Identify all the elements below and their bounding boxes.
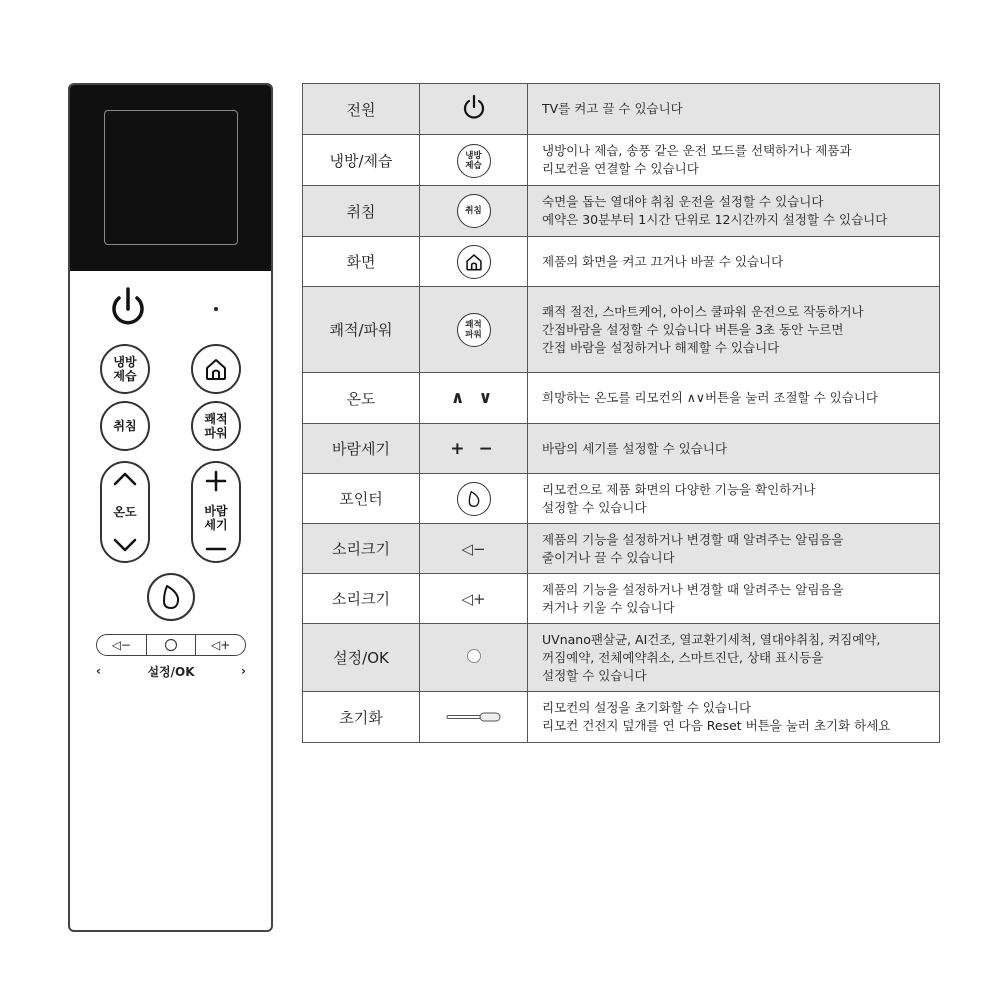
power-icon [462,105,486,124]
function-icon-cell [420,186,528,237]
description-line: 간접바람을 설정할 수 있습니다 버튼을 3초 동안 누르면 [542,321,844,337]
pointer-drop-icon [159,583,183,611]
table-row [303,237,940,287]
table-row [303,574,940,624]
volume-down-button[interactable]: ◁− [111,638,131,652]
left-arrow-button[interactable]: ‹ [96,664,101,678]
icon-label: 제습 [465,160,482,171]
table-row [303,624,940,692]
function-description-cell [528,186,940,237]
volume-down-icon: ◁− [461,540,486,558]
remote-temperature-rocker[interactable] [100,461,150,563]
function-description-cell [528,237,940,287]
remote-control [68,83,273,932]
description-line: 리모컨으로 제품 화면의 다양한 기능을 확인하거나 [542,481,816,497]
remote-top-panel [70,85,271,271]
function-name-cell: 포인터 [303,474,420,524]
function-icon-cell [420,373,528,424]
ok-circle-icon [467,649,481,663]
power-icon [108,285,148,331]
function-guide-table [302,83,940,743]
description-line: 설정할 수 있습니다 [542,499,647,515]
table-row [303,84,940,135]
remote-setting-row [96,660,246,682]
description-line: 예약은 30분부터 1시간 단위로 12시간까지 설정할 수 있습니다 [542,212,888,227]
cooling-dehumidify-icon [457,144,491,178]
function-name-cell: 온도 [303,373,420,424]
function-name-cell: 쾌적/파워 [303,287,420,373]
remote-pointer-button[interactable] [147,573,195,621]
table-row [303,186,940,237]
setting-ok-label: 설정/OK [147,664,195,679]
function-description-cell [528,84,940,135]
description-line: 제품의 기능을 설정하거나 변경할 때 알려주는 알림음을 [542,581,844,597]
volume-up-button[interactable]: ◁+ [195,635,245,655]
chevron-up-icon[interactable] [112,471,138,487]
function-icon-cell [420,474,528,524]
remote-comfort-power-button[interactable] [191,401,241,451]
pointer-icon [457,482,491,516]
description-line: 켜거나 키울 수 있습니다 [542,599,675,615]
table-row [303,474,940,524]
remote-display-screen [104,110,238,245]
comfort-label-line1: 쾌적 [204,412,228,426]
description-line: 간접 바람을 설정하거나 해제할 수 있습니다 [542,339,780,355]
sleep-label: 취침 [113,419,137,433]
function-name-cell: 소리크기 [303,524,420,574]
remote-volume-bar [96,634,246,656]
temperature-label: 온도 [113,505,137,519]
description-line: 희망하는 온도를 리모컨의 ∧∨버튼을 눌러 조절할 수 있습니다 [542,390,878,405]
function-description-cell [528,424,940,474]
description-line: 리모컨을 연결할 수 있습니다 [542,161,699,176]
remote-wind-strength-rocker[interactable] [191,461,241,563]
function-icon-cell [420,424,528,474]
function-name-cell: 초기화 [303,692,420,743]
description-line: 설정할 수 있습니다 [542,667,647,683]
function-description-cell [528,373,940,424]
function-name-cell: 냉방/제습 [303,135,420,186]
plus-minus-icon: + − [450,438,497,459]
description-line: TV를 켜고 끌 수 있습니다 [542,101,683,116]
wind-label-line2: 세기 [204,518,228,532]
function-icon-cell [420,237,528,287]
function-icon-cell [420,135,528,186]
remote-sleep-button[interactable] [100,401,150,451]
function-icon-cell [420,287,528,373]
function-icon-cell [420,524,528,574]
function-icon-cell [420,692,528,743]
function-icon-cell [420,574,528,624]
function-name-cell: 전원 [303,84,420,135]
function-name-cell: 화면 [303,237,420,287]
description-line: UVnano팬살균, AI건조, 열교환기세척, 열대야취침, 켜짐예약, [542,631,881,647]
description-line: 냉방이나 제습, 송풍 같은 운전 모드를 선택하거나 제품과 [542,143,852,158]
function-description-cell [528,474,940,524]
description-line: 바람의 세기를 설정할 수 있습니다 [542,440,727,456]
icon-label: 파워 [465,330,482,340]
remote-home-button[interactable] [191,344,241,394]
chevron-down-icon[interactable] [112,537,138,553]
up-down-arrows-icon: ∧ ∨ [450,388,497,408]
wind-label-line1: 바람 [204,504,228,518]
remote-cooling-dehumidify-button[interactable] [100,344,150,394]
function-icon-cell [420,84,528,135]
icon-label: 쾌적 [465,320,482,330]
ok-button[interactable] [146,635,196,655]
reset-pin-icon [446,708,502,727]
description-line: 리모컨 건전지 덮개를 연 다음 Reset 버튼을 눌러 초기화 하세요 [542,718,891,733]
volume-up-icon: ◁+ [461,590,486,608]
function-name-cell: 바람세기 [303,424,420,474]
function-description-cell [528,624,940,692]
sleep-icon [457,194,491,228]
function-description-cell [528,524,940,574]
function-description-cell [528,135,940,186]
minus-icon[interactable] [204,543,228,555]
right-arrow-button[interactable]: › [241,664,246,678]
ir-indicator-dot [214,307,218,311]
description-line: 꺼짐예약, 전체예약취소, 스마트진단, 상태 표시등을 [542,649,824,665]
icon-label: 취침 [465,206,482,216]
function-name-cell: 설정/OK [303,624,420,692]
comfort-label-line2: 파워 [204,426,228,440]
home-icon [203,356,229,382]
table-row [303,373,940,424]
table-row [303,287,940,373]
description-line: 리모컨의 설정을 초기화할 수 있습니다 [542,700,752,715]
description-line: 제품의 기능을 설정하거나 변경할 때 알려주는 알림음을 [542,531,844,547]
plus-icon[interactable] [204,469,228,493]
table-row [303,692,940,743]
function-name-cell: 소리크기 [303,574,420,624]
function-description-cell [528,574,940,624]
comfort-power-icon [457,313,491,347]
description-line: 줄이거나 끌 수 있습니다 [542,549,675,565]
description-line: 쾌적 절전, 스마트케어, 아이스 쿨파워 운전으로 작동하거나 [542,303,864,319]
description-line: 숙면을 돕는 열대야 취침 운전을 설정할 수 있습니다 [542,194,824,209]
cooling-label-line2: 제습 [113,369,137,383]
description-line: 제품의 화면을 켜고 끄거나 바꿀 수 있습니다 [542,253,784,269]
function-icon-cell [420,624,528,692]
table-row [303,524,940,574]
table-row [303,135,940,186]
table-row [303,424,940,474]
remote-power-button[interactable] [108,285,148,331]
cooling-label-line1: 냉방 [113,355,137,369]
home-icon [457,245,491,279]
function-description-cell [528,287,940,373]
function-description-cell [528,692,940,743]
ok-circle-icon [164,638,178,652]
function-name-cell: 취침 [303,186,420,237]
icon-label: 냉방 [465,150,482,161]
